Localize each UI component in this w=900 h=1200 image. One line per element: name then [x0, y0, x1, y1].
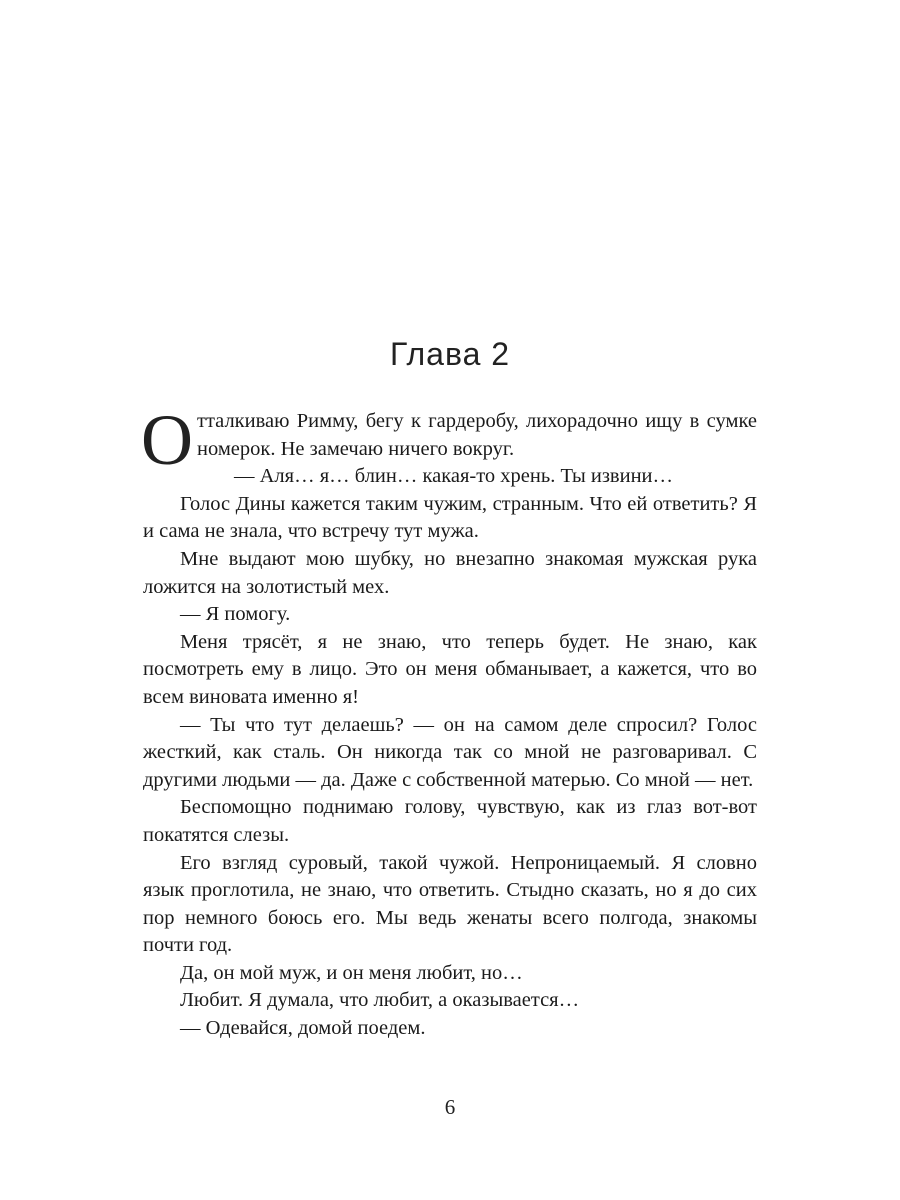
paragraph: Его взгляд суровый, такой чужой. Непроницаемый. Я словно язык проглотила, не знаю, что ответить. Стыдно сказать, но я до сих пор немного боюсь его. Мы ведь женаты всего полгода, знакомы почти год. — [143, 851, 757, 957]
chapter-title: Глава 2 — [389, 336, 511, 372]
drop-cap: О — [141, 400, 193, 480]
paragraph: Голос Дины кажется таким чужим, странным. Что ей ответить? Я и сама не знала, что встречу тут мужа. — [143, 492, 757, 543]
paragraph: Беспомощно поднимаю голову, чувствую, как из глаз вот-вот покатятся слезы. — [143, 796, 757, 846]
paragraph: Мне выдают мою шубку, но внезапно знакомая мужская рука ложится на золотистый мех. — [143, 547, 757, 598]
paragraph: Меня трясёт, я не знаю, что теперь будет. Не знаю, как посмотреть ему в лицо. Это он меня обманывает, а кажется, что во всем виновата именно я! — [143, 630, 757, 708]
paragraph: — Ты что тут делаешь? — он на самом деле спросил? Голос жесткий, как сталь. Он никогда так со мной не разговаривал. С другими людьми — да. Даже с собственной матерью. Со мной — нет. — [143, 713, 757, 791]
paragraph: Любит. Я думала, что любит, а оказывается… — [180, 989, 580, 1012]
chapter-body — [141, 400, 757, 1043]
page-number: 6 — [444, 1095, 456, 1119]
paragraph: — Аля… я… блин… какая-то хрень. Ты извини… — [234, 465, 674, 488]
paragraph: — Одевайся, домой поедем. — [180, 1017, 426, 1040]
paragraph-text: тталкиваю Римму, бегу к гардеробу, лихорадочно ищу в сумке номерок. Не замечаю ничего вокруг. — [197, 410, 757, 460]
paragraph: Да, он мой муж, и он меня любит, но… — [180, 961, 523, 984]
paragraph: — Я помогу. — [180, 603, 291, 626]
